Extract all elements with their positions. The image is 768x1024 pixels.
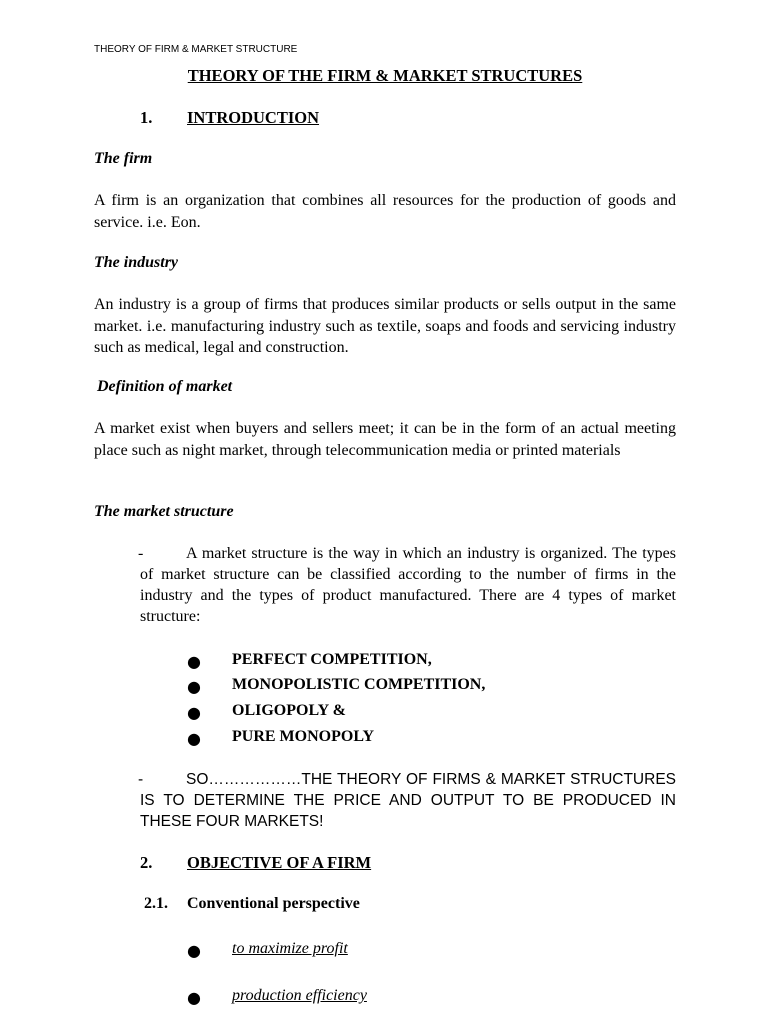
section-1-title: INTRODUCTION — [187, 108, 320, 127]
industry-paragraph: An industry is a group of firms that produces similar products or sells output in the same market. i.e. manufacturing industry such as textile, soaps and foods and servicing industry such as medical, legal and construction. — [94, 296, 676, 356]
bullet-icon: ● — [187, 941, 201, 960]
bullet-icon: ● — [187, 703, 201, 722]
industry-heading: The industry — [94, 254, 179, 271]
section-1-title-wrap — [187, 108, 319, 128]
market-type-label: PURE MONOPOLY — [232, 728, 375, 745]
section-2-title-wrap — [187, 853, 371, 873]
section-1-number: 1. — [140, 108, 153, 127]
subsection-2-1-title: Conventional perspective — [187, 895, 360, 912]
market-heading: Definition of market — [97, 378, 233, 395]
bullet-icon: ● — [187, 988, 201, 1007]
running-header: THEORY OF FIRM & MARKET STRUCTURE — [94, 44, 298, 55]
market-paragraph: A market exist when buyers and sellers meet; it can be in the form of an actual meeting place such as night market, through telecommunication media or printed materials — [94, 420, 676, 459]
dash-marker: - — [138, 771, 144, 788]
bullet-icon: ● — [187, 729, 201, 748]
firm-paragraph: A firm is an organization that combines all resources for the production of goods and service. i.e. Eon. — [94, 192, 676, 231]
market-structure-paragraph — [140, 543, 676, 627]
document-title: THEORY OF THE FIRM & MARKET STRUCTURES — [187, 66, 583, 85]
dash-marker: - — [138, 545, 144, 562]
section-2-heading — [140, 853, 152, 873]
market-structure-heading: The market structure — [94, 503, 234, 520]
section-2-number: 2. — [140, 853, 153, 872]
subsection-2-1-number: 2.1. — [144, 895, 168, 912]
objective-item: production efficiency — [232, 987, 367, 1004]
market-type-label: OLIGOPOLY & — [232, 702, 346, 719]
market-type-label: MONOPOLISTIC COMPETITION, — [232, 676, 486, 693]
subsection-2-1-title-wrap — [187, 895, 360, 913]
conclusion-text: SO………………THE THEORY OF FIRMS & MARKET STRUCTURES IS TO DETERMINE THE PRICE AND OUTPUT TO BE PRODUCED IN THESE FOUR MARKETS! — [140, 771, 676, 830]
market-structure-text: A market structure is the way in which an industry is organized. The types of market structure can be classified according to the number of firms in the industry and the types of product manufactured. There are 4 types of market structure: — [140, 545, 676, 625]
bullet-icon: ● — [187, 652, 201, 671]
subsection-2-1-heading — [144, 895, 168, 913]
market-type-label: PERFECT COMPETITION, — [232, 651, 432, 668]
section-2-title: OBJECTIVE OF A FIRM — [187, 853, 372, 872]
section-1-heading — [140, 108, 152, 128]
conclusion-paragraph — [140, 769, 676, 832]
firm-heading: The firm — [94, 150, 153, 167]
bullet-icon: ● — [187, 677, 201, 696]
objective-item: to maximize profit — [232, 940, 348, 957]
